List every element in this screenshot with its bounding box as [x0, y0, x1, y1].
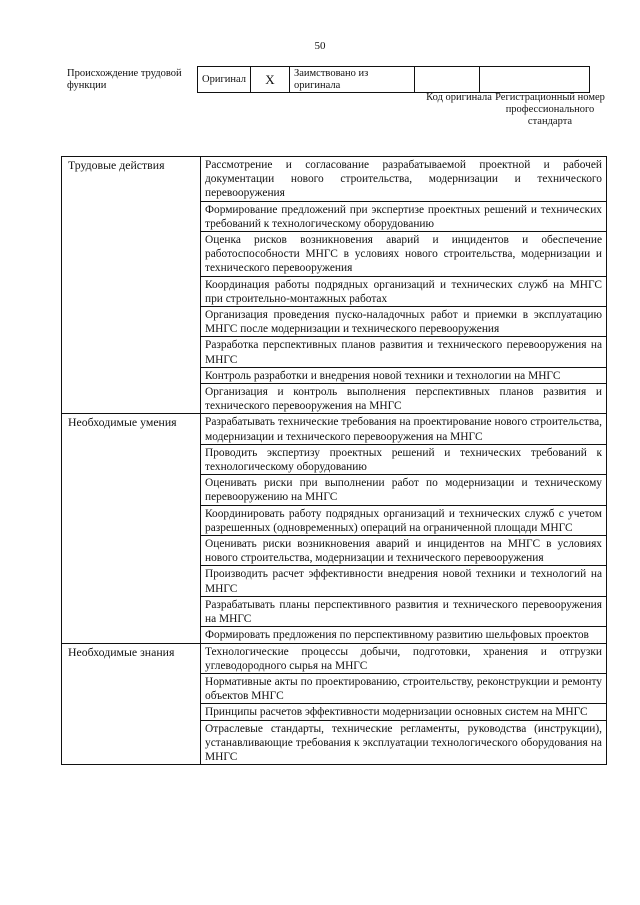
table-row	[62, 414, 607, 444]
section-title: Трудовые действия	[62, 157, 201, 414]
section-title: Необходимые умения	[62, 414, 201, 643]
section-item: Разработка перспективных планов развития и технического перевооружения на МНГС	[201, 337, 607, 367]
section-item: Формирование предложений при экспертизе проектных решений и технических требований к технологическому оборудованию	[201, 201, 607, 231]
original-mark-cell	[251, 67, 290, 93]
section-item: Производить расчет эффективности внедрения новой техники и технологий на МНГС	[201, 566, 607, 596]
original-mark: X	[265, 71, 275, 87]
section-item: Технологические процессы добычи, подготовки, хранения и отгрузки углеводородного сырья на МНГС	[201, 643, 607, 673]
borrowed-cell	[290, 67, 415, 93]
section-title: Необходимые знания	[62, 643, 201, 765]
labor-function-table	[61, 156, 607, 765]
registration-caption: Регистрационный номер профессионального стандарта	[495, 92, 605, 127]
section-item: Оценивать риски возникновения аварий и инцидентов на МНГС в условиях нового строительства, модернизации и технического перевооружения	[201, 536, 607, 566]
section-item: Организация проведения пуско-наладочных работ и приемки в эксплуатацию МНГС после модернизации и технического перевооружения	[201, 307, 607, 337]
section-item: Координация работы подрядных организаций и технических служб на МНГС при строительно-монтажных работах	[201, 276, 607, 306]
table-row	[62, 157, 607, 202]
section-item: Формировать предложения по перспективному развитию шельфовых проектов	[201, 627, 607, 643]
section-item: Оценивать риски при выполнении работ по модернизации и техническому перевооружению на МНГС	[201, 475, 607, 505]
registration-cell	[480, 67, 590, 93]
original-cell	[198, 67, 251, 93]
section-item: Координировать работу подрядных организаций и технических служб с учетом разрешенных (одновременных) операций на ограниченной площади МНГС	[201, 505, 607, 535]
table-row	[62, 643, 607, 673]
code-cell	[415, 67, 480, 93]
section-item: Контроль разработки и внедрения новой техники и технологии на МНГС	[201, 367, 607, 383]
section-item: Нормативные акты по проектированию, строительству, реконструкции и ремонту объектов МНГС	[201, 673, 607, 703]
origin-table	[197, 66, 590, 93]
section-item: Оценка рисков возникновения аварий и инцидентов и обеспечение работоспособности МНГС в условиях нового строительства, модернизации и технического перевооружения	[201, 232, 607, 277]
original-label: Оригинал	[202, 74, 246, 85]
section-item: Принципы расчетов эффективности модернизации основных систем на МНГС	[201, 704, 607, 720]
section-item: Организация и контроль выполнения перспективных планов развития и технического перевооружения на МНГС	[201, 384, 607, 414]
page-number: 50	[314, 40, 326, 52]
section-item: Рассмотрение и согласование разрабатываемой проектной и рабочей документации нового строительства, модернизации и технического перевооружения	[201, 157, 607, 202]
origin-label: Происхождение трудовой функции	[67, 68, 182, 91]
section-item: Проводить экспертизу проектных решений и технических требований к технологическому оборудованию	[201, 444, 607, 474]
section-item: Отраслевые стандарты, технические регламенты, руководства (инструкции), устанавливающие требования к эксплуатации технологического оборудования на МНГС	[201, 720, 607, 765]
borrowed-label: Заимствовано из оригинала	[294, 68, 369, 91]
section-item: Разрабатывать технические требования на проектирование нового строительства, модернизации и технического перевооружения на МНГС	[201, 414, 607, 444]
section-item: Разрабатывать планы перспективного развития и технического перевооружения на МНГС	[201, 596, 607, 626]
code-caption: Код оригинала	[426, 92, 492, 103]
